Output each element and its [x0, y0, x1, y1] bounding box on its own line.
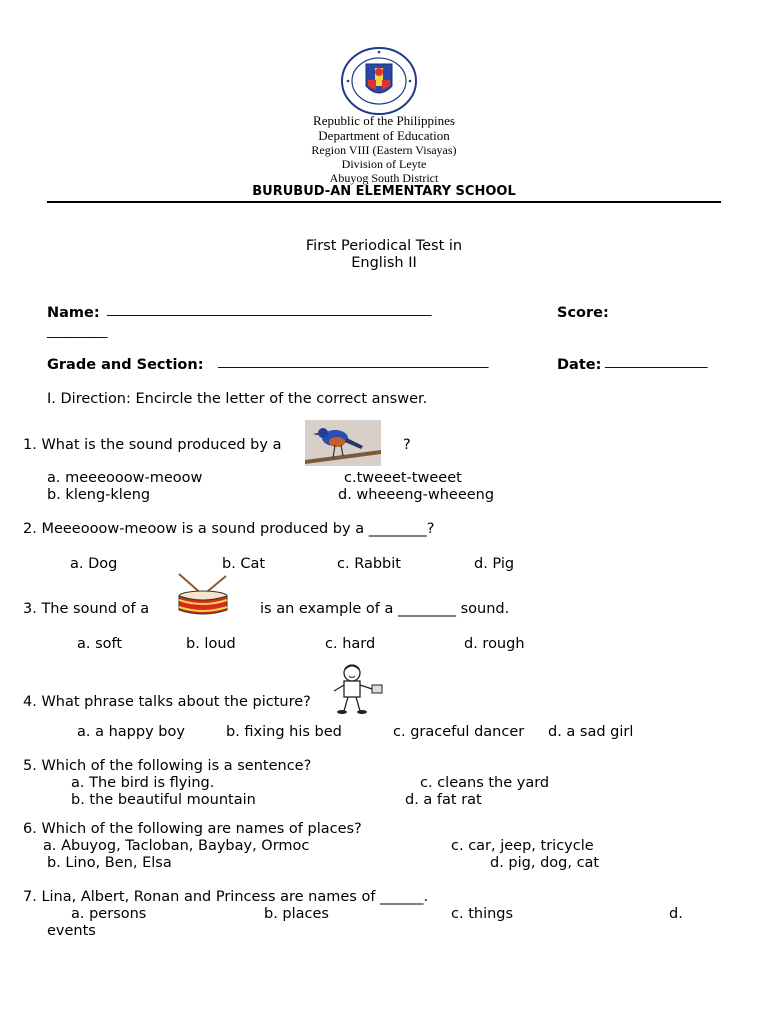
- q2-option-a[interactable]: a. Dog: [70, 556, 118, 572]
- q6-option-d[interactable]: d. pig, dog, cat: [490, 855, 600, 871]
- deped-seal-icon: [340, 46, 418, 116]
- q7-text: 7. Lina, Albert, Ronan and Princess are names of ______.: [23, 889, 429, 905]
- q1-option-a[interactable]: a. meeeooow-meoow: [47, 470, 203, 486]
- q6-option-a[interactable]: a. Abuyog, Tacloban, Baybay, Ormoc: [43, 838, 310, 854]
- header-department: Department of Education: [318, 128, 450, 143]
- q3-option-b[interactable]: b. loud: [186, 636, 236, 652]
- name-field[interactable]: ______________________________________________________: [107, 302, 431, 317]
- q7-option-d-cont[interactable]: events: [47, 923, 96, 939]
- q1-question-mark: ?: [403, 437, 411, 453]
- q2-option-b[interactable]: b. Cat: [222, 556, 266, 572]
- q4-option-c[interactable]: c. graceful dancer: [393, 724, 525, 740]
- grade-section-field[interactable]: _____________________________________________: [218, 354, 488, 369]
- q1-option-d[interactable]: d. wheeeng-wheeeng: [338, 487, 495, 503]
- direction-text: I. Direction: Encircle the letter of the correct answer.: [47, 391, 428, 407]
- q2-option-d[interactable]: d. Pig: [474, 556, 515, 572]
- q6-option-c[interactable]: c. car, jeep, tricycle: [451, 838, 594, 854]
- q2-text: 2. Meeeooow-meoow is a sound produced by a ________?: [23, 521, 435, 537]
- q6-text: 6. Which of the following are names of places?: [23, 821, 362, 837]
- header-division: Division of Leyte: [341, 157, 427, 171]
- header-district: Abuyog South District: [329, 171, 439, 185]
- q3-option-d[interactable]: d. rough: [464, 636, 525, 652]
- header-divider: [47, 201, 721, 203]
- q1-option-b[interactable]: b. kleng-kleng: [47, 487, 151, 503]
- date-label: Date:: [557, 357, 602, 373]
- q3-text-cont: is an example of a ________ sound.: [260, 601, 510, 617]
- q7-option-a[interactable]: a. persons: [71, 906, 147, 922]
- q6-option-b[interactable]: b. Lino, Ben, Elsa: [47, 855, 172, 871]
- test-title: First Periodical Test in: [305, 238, 463, 254]
- boy-picture-icon: [322, 661, 402, 715]
- q2-option-c[interactable]: c. Rabbit: [337, 556, 401, 572]
- q4-text: 4. What phrase talks about the picture?: [23, 694, 311, 710]
- score-field[interactable]: __________: [47, 324, 107, 339]
- q7-option-d[interactable]: d.: [669, 906, 683, 922]
- q7-option-c[interactable]: c. things: [451, 906, 514, 922]
- school-name: BURUBUD-AN ELEMENTARY SCHOOL: [252, 184, 516, 199]
- q5-option-a[interactable]: a. The bird is flying.: [71, 775, 215, 791]
- q1-text: 1. What is the sound produced by a: [23, 437, 282, 453]
- q4-option-b[interactable]: b. fixing his bed: [226, 724, 342, 740]
- q3-option-c[interactable]: c. hard: [325, 636, 376, 652]
- q7-option-b[interactable]: b. places: [264, 906, 329, 922]
- q5-option-c[interactable]: c. cleans the yard: [420, 775, 550, 791]
- header-region: Region VIII (Eastern Visayas): [311, 143, 457, 157]
- drum-icon: [174, 572, 232, 618]
- score-label: Score:: [557, 305, 609, 321]
- date-field[interactable]: _________________: [605, 354, 707, 369]
- q5-text: 5. Which of the following is a sentence?: [23, 758, 312, 774]
- q4-option-a[interactable]: a. a happy boy: [77, 724, 185, 740]
- name-label: Name:: [47, 305, 100, 321]
- q1-option-c[interactable]: c.tweeet-tweeet: [344, 470, 462, 486]
- q5-option-d[interactable]: d. a fat rat: [405, 792, 482, 808]
- header-republic: Republic of the Philippines: [313, 113, 455, 128]
- q5-option-b[interactable]: b. the beautiful mountain: [71, 792, 256, 808]
- bird-icon: [305, 420, 381, 466]
- q3-option-a[interactable]: a. soft: [77, 636, 123, 652]
- test-subject: English II: [351, 255, 417, 271]
- q4-option-d[interactable]: d. a sad girl: [548, 724, 634, 740]
- q3-text: 3. The sound of a: [23, 601, 150, 617]
- grade-section-label: Grade and Section:: [47, 357, 204, 373]
